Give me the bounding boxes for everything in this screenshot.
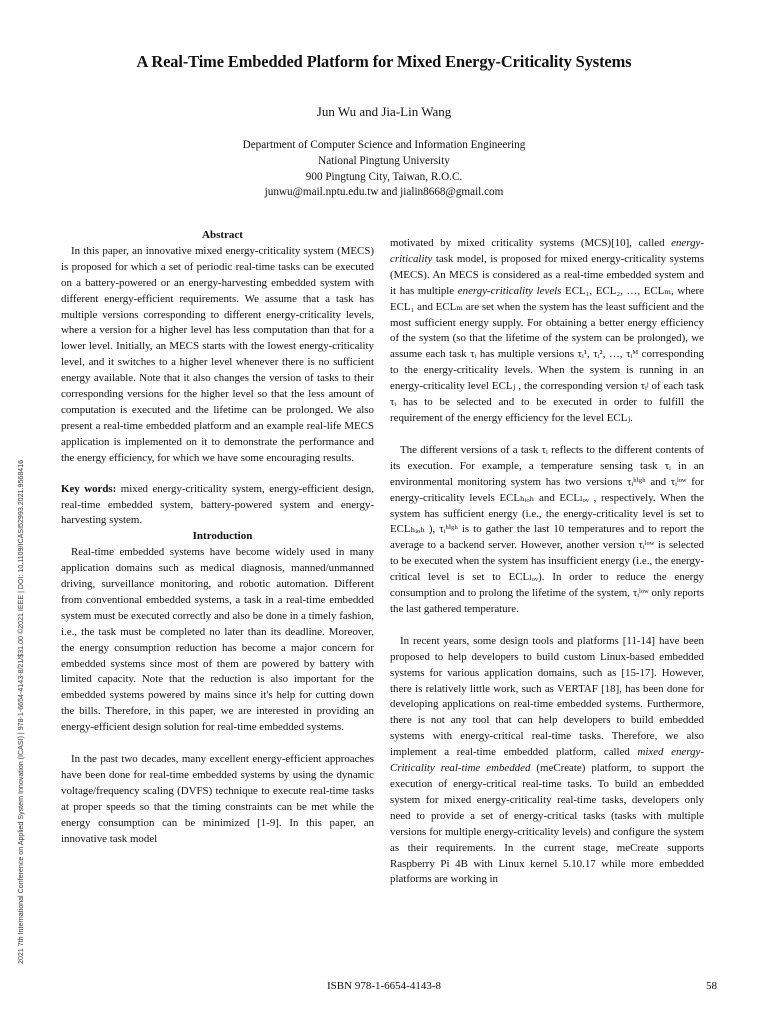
affiliation-emails: junwu@mail.nptu.edu.tw and jialin8668@gmail.com [264,186,504,199]
abstract-heading: Abstract [202,229,243,241]
affiliation-address: 900 Pingtung City, Taiwan, R.O.C. [305,170,463,183]
right-paragraph-3 [390,634,704,889]
affiliation-department: Department of Computer Science and Information Engineering [242,139,526,151]
right-column [390,236,704,888]
introduction-heading: Introduction [192,530,253,543]
footer-isbn: ISBN 978-1-6654-4143-8 [327,980,441,992]
affiliation-university: National Pingtung University [318,154,450,167]
paper-title: A Real-Time Embedded Platform for Mixed Energy-Criticality Systems [136,52,632,71]
keywords-label: Key words: [61,482,117,495]
page-number: 58 [706,980,717,992]
affiliation-block [0,138,768,201]
p1-emphasis-2: energy-criticality levels [457,284,562,297]
p3-emphasis: mixed energy-Criticality real-time embedded [390,746,704,775]
p3-text-a: In recent years, some design tools and platforms [11-14] have been proposed to help developers to build custom Linux-based embedded systems for various application domains, such as [15-17]. However, there is relatively little work, such as VERTAF [18], has been done for developing applications on real-time embedded systems. Furthermore, there is not any tool that can help developers to build embedded systems with energy-critical real-time tasks. Therefore, we also implement a real-time embedded platform, called [390,634,704,759]
side-citation-text: 2021 7th International Conference on Applied System Innovation (ICASI) | 978-1-6654-4143-8/21/$31.00 ©2021 IEEE | DOI: 10.1109/ICASI52993.2021.9568416 [17,459,25,964]
side-margin-citation [2,274,25,964]
right-paragraph-2: The different versions of a task τᵢ reflects to the different contents of its execution. For example, a temperature sensing task τᵢ in an environmental monitoring system has two versions τᵢʰⁱᵍʰ and τᵢˡᵒʷ for energy-criticality levels ECLₕᵢₒₕ and ECLₗₒᵥ , respectively. When the system has sufficient energy (i.e., the energy-criticality level is set to ECLₕᵢₒₕ ), τᵢʰⁱᵍʰ is to gather the last 10 temperatures and to report the average to a backend server. However, another version τᵢˡᵒʷ is selected to be executed when the system has insufficient energy (i.e., the energy-critical level is set to ECLₗₒᵥ). In order to reduce the energy consumption and to prolong the lifetime of the system, τᵢˡᵒʷ only reports the last gathered temperature. [390,443,704,615]
paper-authors: Jun Wu and Jia-Lin Wang [316,104,452,119]
intro-paragraph-1: Real-time embedded systems have become widely used in many application domains such as medical diagnosis, manned/unmanned driving, surveillance monitoring, and robotic automation. Different from conventional embedded systems, a task in a real-time embedded system must be executed correctly and also be done in a timely fashion, i.e., the task must be completed no later than its deadline. Moreover, the energy consumption reduction has become a major concern for embedded systems since most of them are powered by battery with limited capacity. Note that the reduction is also important for the embedded systems powered by mains since it's help for cutting down the bills. Therefore, in this paper, we are interested in providing an energy-efficient design solution for real-time embedded systems. [61,546,374,734]
p1-emphasis-1: energy-criticality [390,237,704,265]
p1-text-b: task model, is proposed for mixed energy-criticality systems (MECS). An MECS is considered as a real-time embedded system and it has multiple [390,252,704,297]
right-paragraph-1 [390,236,704,427]
p1-text-c: ECL₁, ECL₂, …, ECLₘ, where ECL₁ and ECLₘ are set when the system has the least sufficient and the most sufficient energy supply. For obtaining a better energy efficiency of the system (so that the lifetime of the system can be prolonged), we assume each task τᵢ has multiple versions τᵢ¹, τᵢ², …, τᵢᴹ corresponding to the energy-criticality levels. When the system is running in an energy-criticality level ECLⱼ , the corresponding version τᵢʲ of each task τᵢ has to be selected and to be executed in order to fulfill the requirement of the energy efficiency for the level ECLⱼ. [390,284,704,424]
keywords-paragraph [61,482,374,530]
abstract-body: In this paper, an innovative mixed energy-criticality system (MECS) is proposed for which a set of periodic real-time tasks can be executed on a battery-powered or an energy-harvesting embedded system with different energy-efficient requirements. We assume that a task has multiple versions corresponding to different energy-criticality levels, where a version for a higher level has less computation than that for a lower level. Initially, an MECS starts with the lowest energy-criticality level, and it switches to a higher level whenever there is no sufficient energy available. Note that it also changes the version of tasks to their corresponding versions for the higher level so that the less amount of computation is executed and the lifetime can be prolonged. We also present a real-time embedded platform and an example real-life MECS application is implemented on it to demonstrate the performance and the energy efficiency, for which we have some encouraging results. [61,244,374,464]
intro-paragraph-2: In the past two decades, many excellent energy-efficient approaches have been done for real-time embedded systems by using the dynamic voltage/frequency scaling (DVFS) technique to execute real-time tasks at proper speeds so that the timing constraints can be met while the energy consumption can be minimized [1-9]. In this paper, an innovative task model [61,753,374,845]
left-column [61,228,374,848]
p3-text-b: (meCreate) platform, to support the execution of energy-critical real-time tasks. To build an embedded system for mixed energy-criticality real-time tasks, developers only need to provide a set of energy-critical tasks (tasks with multiple versions for multiple energy-criticality levels) and configure the system as their requirements. In the current stage, meCreate supports Raspberry Pi 4B with Linux kernel 5.10.17 while more embedded platforms are working in [390,762,704,886]
p1-text-a: motivated by mixed criticality systems (MCS)[10], called [390,237,672,249]
keywords-text: mixed energy-criticality system, energy-efficient design, real-time embedded system, battery-powered system and energy-harvesting system. [61,482,374,527]
